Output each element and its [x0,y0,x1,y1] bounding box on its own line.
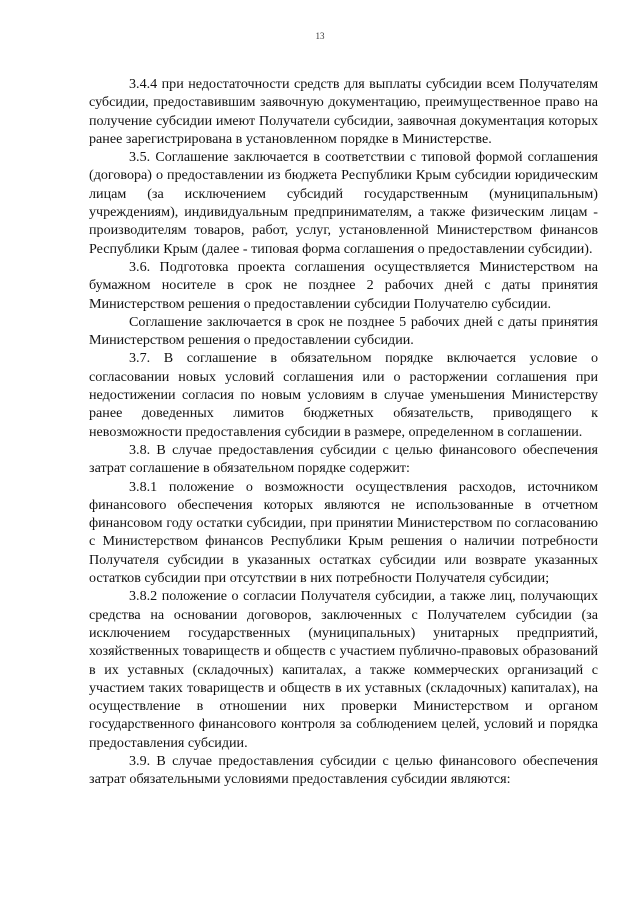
paragraph-3-6: 3.6. Подготовка проекта соглашения осуществляется Министерством на бумажном носителе в срок не позднее 2 рабочих дней с даты принятия Министерством решения о предоставлении субсидии Получателю субсидии. [89,258,598,312]
paragraph-3-4-4: 3.4.4 при недостаточности средств для выплаты субсидии всем Получателям субсидии, предоставившим заявочную документацию, преимущественное право на получение субсидии имеют Получатели субсидии, заявочная документация которых ранее зарегистрирована в установленном порядке в Министерстве. [89,76,598,147]
paragraph-3-8: 3.8. В случае предоставления субсидии с целью финансового обеспечения затрат соглашение в обязательном порядке содержит: [89,441,598,477]
page-number: 13 [315,31,325,41]
paragraph-3-5: 3.5. Соглашение заключается в соответствии с типовой формой соглашения (договора) о предоставлении из бюджета Республики Крым субсидии юридическим лицам (за исключением субсидий государственным (муниципальным) учреждениям), индивидуальным предпринимателям, а также физическим лицам - производителям товаров, работ, услуг, установленной Министерством финансов Республики Крым (далее - типовая форма соглашения о предоставлении субсидии). [89,149,598,257]
paragraph-3-6-term: Соглашение заключается в срок не позднее 5 рабочих дней с даты принятия Министерством решения о предоставлении субсидии. [89,313,598,349]
paragraph-3-8-2: 3.8.2 положение о согласии Получателя субсидии, а также лиц, получающих средства на основании договоров, заключенных с Получателем субсидии (за исключением государственных (муниципальных) унитарных предприятий, хозяйственных товариществ и обществ с участием публично-правовых образований в их уставных (складочных) капиталах, а также коммерческих организаций с участием таких товариществ и обществ в их уставных (складочных) капиталах), на осуществление в отношении них проверки Министерством и органом государственного финансового контроля за соблюдением целей, условий и порядка предоставления субсидии. [89,588,598,751]
paragraph-3-8-1: 3.8.1 положение о возможности осуществления расходов, источником финансового обеспечения которых являются не использованные в отчетном финансовом году остатки субсидии, при принятии Министерством по согласованию с Министерством финансов Республики Крым решения о наличии потребности Получателя субсидии в указанных остатках субсидии или возврате указанных остатков субсидии при отсутствии в них потребности Получателя субсидии; [89,478,598,587]
paragraph-3-7: 3.7. В соглашение в обязательном порядке включается условие о согласовании новых условий соглашения или о расторжении соглашения при недостижении согласия по новым условиям в случае уменьшения Министерству ранее доведенных лимитов бюджетных обязательств, приводящего к невозможности предоставления субсидии в размере, определенном в соглашении. [89,350,598,440]
paragraph-3-9: 3.9. В случае предоставления субсидии с целью финансового обеспечения затрат обязательными условиями предоставления субсидии являются: [89,752,598,788]
document-body [89,75,598,789]
